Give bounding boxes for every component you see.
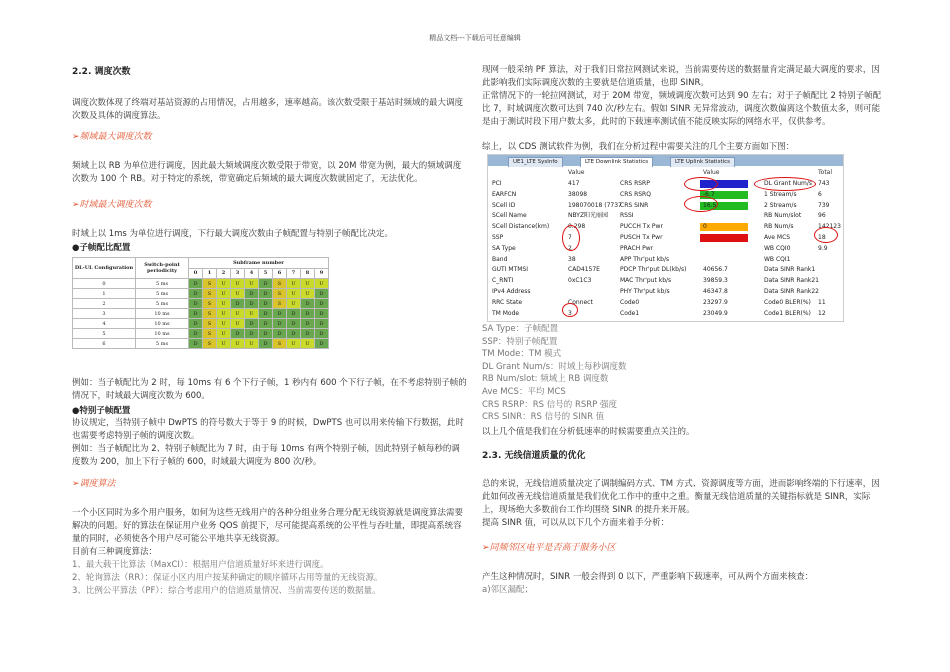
subframe-cell: U [287,279,301,289]
subframe-cell: U [301,289,315,299]
stat-cell-e: Data SINR Rank22 [764,288,820,295]
subframe-config-table [72,257,329,349]
subframe-cell: U [217,299,231,309]
subframe-cell: D [245,329,259,339]
subframe-cell: U [287,339,301,349]
subheading-freq-domain: ➢频域最大调度次数 [72,132,152,142]
highlight-ring-rsrp [684,177,718,191]
stat-cell-e: RB Num/slot [764,212,802,220]
subframe-cell: U [301,339,315,349]
table-header-periodicity: Switch-point periodicity [136,258,189,279]
subframe-cell: D [259,319,273,329]
table-row [73,289,329,299]
subframe-number: 7 [287,268,301,279]
legend-item: SA Type：子帧配置 [482,324,559,334]
stat-cell-f: 12 [818,309,826,317]
table-row [73,319,329,329]
stat-cell-a: SA Type [492,244,516,252]
subframe-cell: U [217,289,231,299]
neighbor-paragraph: 产生这种情况时，SINR 一般会得到 0 以下，严重影响下载速率，可从两个方面来核查： [482,572,814,582]
subframe-number: 4 [245,268,259,279]
subframe-cell: U [217,309,231,319]
stat-cell-e: Code0 BLER(%) [764,298,811,306]
stat-cell-f: 743 [818,180,830,187]
stat-cell-b: 38098 [568,190,588,198]
stat-cell-e: 1 Stream/s [764,190,797,198]
subframe-cell: D [273,319,287,329]
subframe-cell: D [231,329,245,339]
subframe-cell: D [231,299,245,309]
stat-cell-e: RB Num/s [764,223,794,231]
subframe-cell: D [273,309,287,319]
periodicity-cell: 5 ms [136,289,189,299]
stat-cell-c: CRS SINR [620,201,649,209]
subframe-number: 3 [231,268,245,279]
stat-cell-b: 2 [568,244,572,252]
stat-cell-f: 9.9 [818,244,828,252]
table-header-config: DL-UL Configuration [73,258,136,279]
focus-note: 以上几个值是我们在分析低速率的时候需要重点关注的。 [482,427,695,437]
subframe-cell: S [273,289,287,299]
column-header-value: Value [568,169,585,176]
page-header: 精品文档---下载后可任意编辑 [429,34,521,42]
config-cell: 6 [73,339,136,349]
subframe-number: 9 [315,268,329,279]
periodicity-cell: 5 ms [136,279,189,289]
subframe-cell: U [231,289,245,299]
metric-color-bar [700,234,748,242]
stat-cell-b: 417 [568,180,580,187]
subframe-cell: D [287,309,301,319]
subframe-cell: D [189,289,203,299]
bullet-special-subframe: ●特别子帧配置 [72,406,131,416]
stat-cell-b: 198070018 (7737 [568,201,622,209]
legend-item: CRS SINR：RS 信号的 SINR 值 [482,412,605,423]
highlight-ring-ave-mcs [814,227,838,243]
stat-cell-f: 11 [818,298,826,306]
bullet-subframe-config: ●子帧配比配置 [72,243,131,253]
legend-item: Ave MCS：平均 MCS [482,387,566,397]
stat-cell-f: 739 [818,201,830,209]
example-paragraph-2: 例如：当子帧配比为 2、特别子帧配比为 7 时，由于每 10ms 有两个特别子帧，因此特别子帧每秒的调度数为 200，加上下行子帧的 600，时域最大调度为 800 次/秒。 [72,444,460,467]
subframe-cell: D [259,279,273,289]
subframe-cell: U [217,319,231,329]
subframe-number: 5 [259,268,273,279]
subframe-cell: D [301,319,315,329]
stat-cell-b: 0xC1C3 [568,277,592,285]
tab-sysinfo[interactable]: UE1_LTE SysInfo [508,157,563,167]
stat-cell-c: PHY Thr'put kb/s [620,288,670,295]
tab-downlink-statistics[interactable]: LTE Downlink Statistics [580,157,653,167]
legend-item: DL Grant Num/s：时域上每秒调度数 [482,361,627,372]
algorithm-rr: 2、轮询算法（RR）：保证小区内用户按某种确定的顺序循环占用等量的无线资源。 [72,573,383,583]
subframe-cell: U [231,339,245,349]
subframe-cell: D [245,299,259,309]
normal-test-paragraph: 正常情况下的一轮拉网测试，对于 20M 带宽，频域调度次数可达到 90 左右；对于子帧配比 2 特别子帧配比 7，时域调度次数可达到 740 次/秒左右。假如 SINR 无异常波动，调度次数偏离这个数值太多，则可能是由于测试时段下用户数太多，此时的下载速率测试值不能反映实际的网络水平，仅供参考。 [482,91,882,127]
subframe-cell: S [203,299,217,309]
subframe-cell: D [189,319,203,329]
subframe-cell: S [273,299,287,309]
subheading-time-domain: ➢时域最大调度次数 [72,200,152,210]
stat-cell-e: Data SINR Rank21 [764,277,820,285]
special-subframe-paragraph: 协议规定，当特别子帧中 DwPTS 的符号数大于等于 9 的时候，DwPTS 也可以用来传输下行数据，此时也需要考虑特别子帧的调度次数。 [72,418,464,441]
stat-cell-b: 38 [568,255,576,263]
cds-screenshot [487,154,844,322]
subframe-cell: U [217,339,231,349]
subframe-cell: U [217,279,231,289]
subframe-cell: U [287,289,301,299]
highlight-ring-ssp-satype [562,225,580,251]
missing-neighbor-item: a)邻区漏配； [482,585,534,595]
subframe-cell: S [203,329,217,339]
subframe-cell: D [315,309,329,319]
highlight-ring-tm-mode [562,303,578,317]
stat-cell-d: -6.7 [703,190,715,198]
stat-cell-c: RSSI [620,212,634,220]
subframe-cell: D [315,289,329,299]
column-header-value-2: Value [703,169,720,176]
periodicity-cell: 5 ms [136,339,189,349]
sinr-approach-paragraph: 提高 SINR 值，可以从以下几个方面来着手分析： [482,518,670,528]
stat-cell-a: C_RNTI [492,277,514,285]
subframe-cell: D [259,329,273,339]
stat-cell-e: WB CQI0 [764,244,791,252]
subframe-cell: S [203,309,217,319]
subframe-cell: S [203,319,217,329]
stat-cell-c: PUSCH Tx Pwr [620,234,663,241]
subheading-scheduling-algorithm: ➢调度算法 [72,479,116,489]
metric-color-bar [700,223,748,231]
subframe-cell: S [273,339,287,349]
config-cell: 2 [73,299,136,309]
stat-cell-a: SCell ID [492,201,516,209]
column-header-total: Total [818,169,833,176]
subframe-cell: D [315,319,329,329]
tab-bar [488,155,843,166]
subframe-cell: U [245,279,259,289]
periodicity-cell: 10 ms [136,329,189,339]
subframe-cell: U [315,279,329,289]
stat-cell-e: 2 Stream/s [764,201,797,209]
time-domain-paragraph: 时域上以 1ms 为单位进行调度，下行最大调度次数由子帧配置与特别子帧配比决定。 [72,229,394,239]
stat-cell-e: Code1 BLER(%) [764,309,811,317]
subframe-cell: D [315,329,329,339]
intro-paragraph: 调度次数体现了终端对基站资源的占用情况，占用越多，速率越高。该次数受限于基站时频域的最大调度次数及具体的调度算法。 [72,98,464,121]
table-header-subframe: Subframe number [189,258,329,269]
stat-cell-a: EARFCN [492,190,517,198]
periodicity-cell: 10 ms [136,319,189,329]
subframe-cell: D [287,329,301,339]
config-cell: 3 [73,309,136,319]
subframe-cell: D [259,289,273,299]
periodicity-cell: 5 ms [136,299,189,309]
subframe-cell: D [273,329,287,339]
subframe-cell: D [245,319,259,329]
stat-cell-a: IPv4 Address [492,288,531,295]
subframe-cell: U [231,319,245,329]
subframe-cell: D [287,319,301,329]
stat-cell-b: NBYZ阳光丽园 [568,212,609,220]
algorithm-pf: 3、比例公平算法（PF）：综合考虑用户的信道质量情况、当前需要传送的数据量。 [72,586,381,596]
stat-cell-a: Band [492,255,508,263]
subframe-cell: D [189,339,203,349]
subframe-cell: U [245,339,259,349]
pf-paragraph: 现网一般采纳 PF 算法，对于我们日常拉网测试来说，当前需要传送的数据量肯定满足最大调度的要求，因此影响我们实际调度次数的主要就是信道质量，也即 SINR。 [482,65,880,88]
stat-cell-b: 0.298 [568,223,586,231]
stat-cell-d: 23297.9 [703,298,728,306]
stat-cell-a: PCI [492,180,502,187]
freq-domain-paragraph: 频域上以 RB 为单位进行调度，因此最大频域调度次数受限于带宽，以 20M 带宽为例，最大的频域调度次数为 100 个 RB。对于特定的系统，带宽确定后频域的最大调度次数就固定了，无法优化。 [72,161,462,184]
subframe-cell: D [315,299,329,309]
subframe-cell: U [231,309,245,319]
section-title-2-3: 2.3. 无线信道质量的优化 [482,451,586,461]
subframe-cell: D [315,339,329,349]
stat-cell-f: 6 [818,190,822,198]
subframe-cell: D [259,309,273,319]
subframe-cell: D [245,289,259,299]
subframe-number: 8 [301,268,315,279]
subframe-cell: D [189,309,203,319]
stat-cell-a: TM Mode [492,309,520,317]
subframe-cell: D [301,299,315,309]
subframe-cell: D [301,329,315,339]
table-row [73,309,329,319]
subframe-cell: D [259,339,273,349]
subframe-cell: S [203,289,217,299]
stat-cell-c: MAC Thr'put kb/s [620,277,672,285]
stat-cell-f: 18 [818,234,826,241]
subframe-number: 6 [273,268,287,279]
subframe-cell: U [245,309,259,319]
stat-cell-d: 0 [703,223,707,231]
subframe-cell: S [203,339,217,349]
subheading-neighbor-level: ➢同频邻区电平是否高于服务小区 [482,543,616,553]
subframe-number: 0 [189,268,203,279]
table-row [73,329,329,339]
table-row [73,279,329,289]
stat-cell-e: Data SINR Rank1 [764,266,816,274]
stat-cell-a: SSP [492,234,504,241]
stat-cell-a: SCell Distance(km) [492,223,550,231]
stat-cell-d: 40656.7 [703,266,728,274]
table-row [73,299,329,309]
stat-cell-e: WB CQI1 [764,255,791,263]
highlight-ring-dl-grant [754,177,816,191]
legend-item: CRS RSRP：RS 信号的 RSRP 强度 [482,399,618,410]
stat-cell-d: 39859.3 [703,277,728,285]
tab-uplink-statistics[interactable]: LTE Uplink Statistics [670,157,735,167]
stat-cell-a: GUTI MTMSI [492,266,528,274]
table-row [73,339,329,349]
config-cell: 5 [73,329,136,339]
config-cell: 0 [73,279,136,289]
config-cell: 4 [73,319,136,329]
legend-item: RB Num/slot: 频域上 RB 调度数 [482,374,609,385]
legend-item: TM Mode：TM 模式 [482,349,562,360]
subframe-cell: S [203,279,217,289]
stat-cell-c: PDCP Thr'put DL(kb/s) [620,266,687,274]
subframe-cell: U [217,329,231,339]
stat-cell-d: 46347.8 [703,288,728,295]
highlight-ring-sinr [684,196,718,212]
subframe-cell: D [189,329,203,339]
stat-cell-c: Code0 [620,298,640,306]
stat-cell-e: Ave MCS [764,234,791,241]
subframe-number: 1 [203,268,217,279]
stat-cell-e: DL Grant Num/s [764,180,813,187]
stat-cell-d: 16.5 [703,201,717,209]
algorithm-paragraph: 一个小区同时为多个用户服务，如何为这些无线用户的各种分组业务合理分配无线资源就是调度算法需要解决的问题。好的算法在保证用户业务 QOS 前提下，尽可能提高系统的公平性与吞吐量，即提高系统容量的同时，必须使各个用户尽可能公平地共享无线资源。 [72,508,464,544]
stat-cell-c: PUCCH Tx Pwr [620,223,663,231]
config-cell: 1 [73,289,136,299]
subframe-cell: S [273,279,287,289]
stat-cell-f: 96 [818,212,826,220]
cds-intro-paragraph: 综上，以 CDS 测试软件为例，我们在分析过程中需要关注的几个主要方面如下图： [482,142,795,152]
subframe-number: 2 [217,268,231,279]
subframe-cell: D [259,299,273,309]
algorithm-intro: 目前有三种调度算法： [72,547,158,557]
example-paragraph-1: 例如：当子帧配比为 2 时，每 10ms 有 6 个下行子帧，1 秒内有 600 个下行子帧，在不考虑特别子帧的情况下，时域最大调度次数为 600。 [72,378,467,401]
algorithm-maxci: 1、最大载干比算法（MaxCI）：根据用户信道质量好坏来进行调度。 [72,560,329,570]
stat-cell-c: APP Thr'put kb/s [620,255,670,263]
section-title-2-2: 2.2. 调度次数 [72,67,131,77]
stat-cell-a: RRC State [492,298,523,306]
stat-cell-a: SCell Name [492,212,527,220]
stat-cell-b: CAD4157E [568,266,600,274]
legend-item: SSP：特别子帧配置 [482,336,558,347]
channel-quality-paragraph: 总的来说，无线信道质量决定了调制编码方式、TM 方式、资源调度等方面，进而影响终端的下行速率，因此如何改善无线信道质量是我们优化工作中的重中之重。衡量无线信道质量的关键指标就是 SINR，实际上，现场绝大多数前台工作均围绕 SINR 的提升来开展。 [482,479,880,515]
stat-cell-c: PRACH Pwr [620,244,654,252]
subframe-cell: U [301,279,315,289]
stat-cell-b: 7 [568,234,572,241]
periodicity-cell: 10 ms [136,309,189,319]
subframe-cell: D [189,299,203,309]
stat-cell-b: Connect [568,298,593,306]
stat-cell-f: 142123 [818,223,841,231]
subframe-cell: D [301,309,315,319]
stat-cell-c: Code1 [620,309,640,317]
stat-cell-d: 23049.9 [703,309,728,317]
stat-cell-b: 3 [568,309,572,317]
stat-cell-c: CRS RSRP [620,180,650,187]
stat-cell-c: CRS RSRQ [620,190,651,198]
subframe-cell: U [231,279,245,289]
subframe-cell: D [189,279,203,289]
subframe-cell: U [287,299,301,309]
